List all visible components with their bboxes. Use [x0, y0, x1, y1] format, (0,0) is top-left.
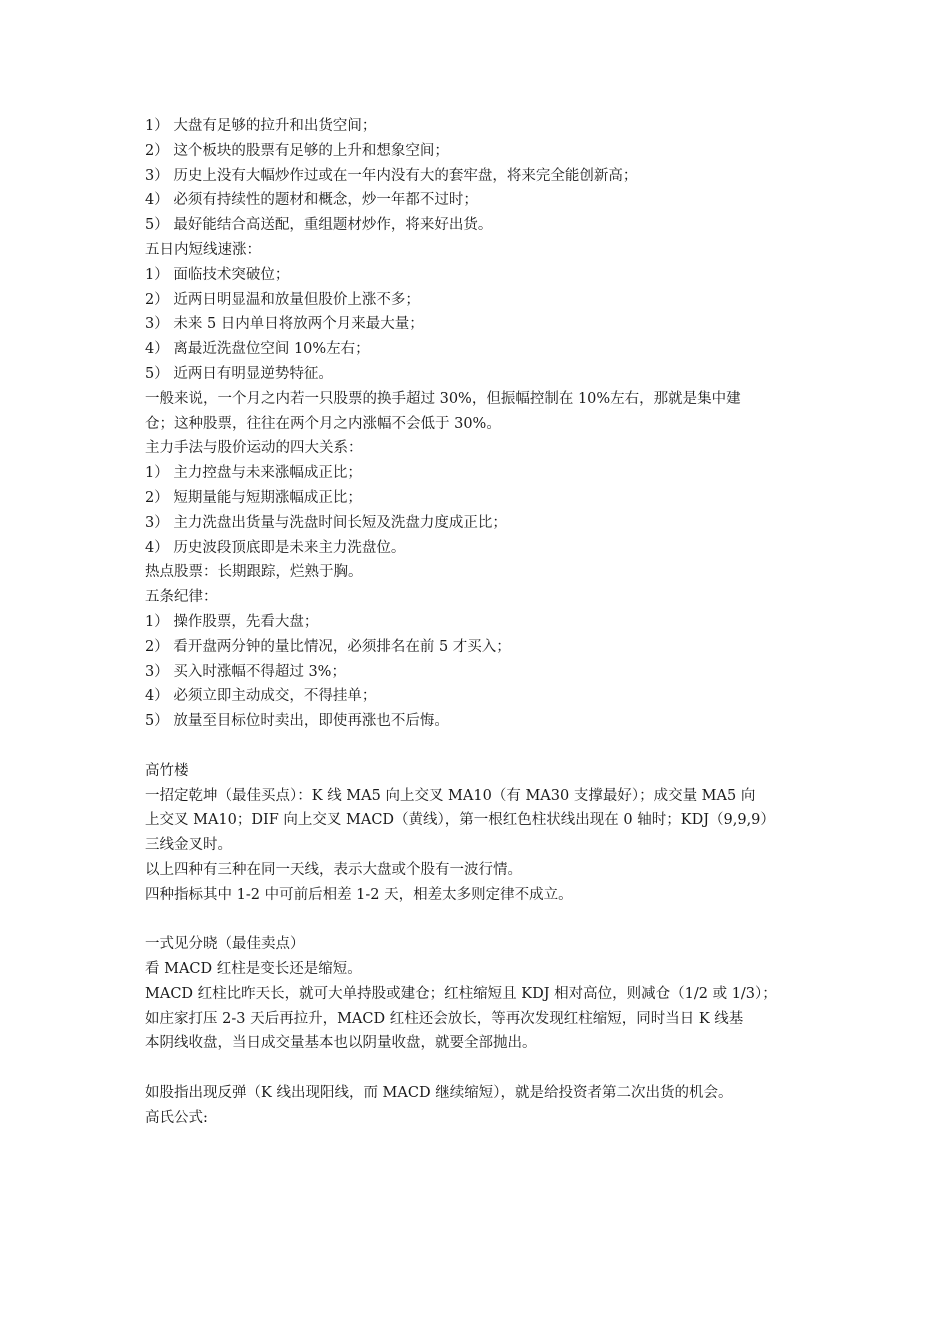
text-line: 三线金叉时。 [145, 837, 232, 854]
text-line: 以上四种有三种在同一天线，表示大盘或个股有一波行情。 [145, 861, 522, 878]
text-line: 4） 必须有持续性的题材和概念，炒一年都不过时； [145, 192, 478, 209]
text-line: 5） 最好能结合高送配，重组题材炒作，将来好出货。 [145, 217, 493, 234]
text-line: 3） 历史上没有大幅炒作过或在一年内没有大的套牢盘，将来完全能创新高； [145, 167, 638, 184]
text-line: 3） 主力洗盘出货量与洗盘时间长短及洗盘力度成正比； [145, 514, 507, 531]
text-line: 4） 离最近洗盘位空间 10%左右； [145, 341, 370, 358]
text-line: 热点股票：长期跟踪，烂熟于胸。 [145, 564, 363, 581]
blank-line [145, 734, 810, 759]
text-line: 2） 看开盘两分钟的量比情况，必须排名在前 5 才买入； [145, 638, 511, 655]
text-line: 1） 大盘有足够的拉升和出货空间； [145, 118, 377, 134]
text-line: 主力手法与股价运动的四大关系： [145, 440, 363, 457]
text-line: 3） 未来 5 日内单日将放两个月来最大量； [145, 316, 424, 333]
text-line: 一招定乾坤（最佳买点）：K 线 MA5 向上交叉 MA10（有 MA30 支撑最好）；成交量 MA5 向 [145, 787, 756, 804]
text-line: 2） 短期量能与短期涨幅成正比； [145, 489, 362, 506]
text-line: 5） 近两日有明显逆势特征。 [145, 365, 333, 382]
text-line: 4） 必须立即主动成交，不得挂单； [145, 688, 377, 705]
blank-line [145, 908, 810, 933]
text-line: 看 MACD 红柱是变长还是缩短。 [145, 961, 362, 978]
text-line: 如股指出现反弹（K 线出现阳线，而 MACD 继续缩短），就是给投资者第二次出货的机会。 [145, 1085, 733, 1102]
text-line: 上交叉 MA10；DIF 向上交叉 MACD（黄线），第一根红色柱状线出现在 0 轴时；KDJ（9,9,9） [145, 812, 775, 829]
text-line: 1） 面临技术突破位； [145, 266, 290, 283]
text-line: 2） 这个板块的股票有足够的上升和想象空间； [145, 142, 449, 159]
text-line: 一般来说，一个月之内若一只股票的换手超过 30%，但振幅控制在 10%左右，那就是集中建 [145, 390, 741, 407]
document-body [145, 114, 810, 1131]
text-line: 高氏公式: [145, 1109, 208, 1126]
text-line: 仓；这种股票，往往在两个月之内涨幅不会低于 30%。 [145, 415, 501, 432]
text-line: 1） 操作股票，先看大盘； [145, 613, 319, 630]
text-line: 四种指标其中 1-2 中可前后相差 1-2 天，相差太多则定律不成立。 [145, 886, 573, 903]
blank-line [145, 1056, 810, 1081]
text-line: MACD 红柱比昨天长，就可大单持股或建仓；红柱缩短且 KDJ 相对高位，则减仓（1/2 或 1/3）； [145, 985, 777, 1002]
text-line: 一式见分晓（最佳卖点） [145, 936, 305, 953]
text-line: 3） 买入时涨幅不得超过 3%； [145, 663, 346, 680]
text-line: 高竹楼 [145, 762, 189, 779]
text-line: 如庄家打压 2-3 天后再拉升，MACD 红柱还会放长，等再次发现红柱缩短，同时当日 K 线基 [145, 1010, 744, 1027]
text-line: 五条纪律： [145, 589, 218, 606]
text-line: 4） 历史波段顶底即是未来主力洗盘位。 [145, 539, 406, 556]
text-line: 2） 近两日明显温和放量但股价上涨不多； [145, 291, 420, 308]
text-line: 5） 放量至目标位时卖出，即使再涨也不后悔。 [145, 713, 449, 730]
text-line: 本阴线收盘，当日成交量基本也以阴量收盘，就要全部抛出。 [145, 1035, 537, 1052]
text-line: 1） 主力控盘与未来涨幅成正比； [145, 465, 362, 482]
text-line: 五日内短线速涨： [145, 241, 261, 258]
